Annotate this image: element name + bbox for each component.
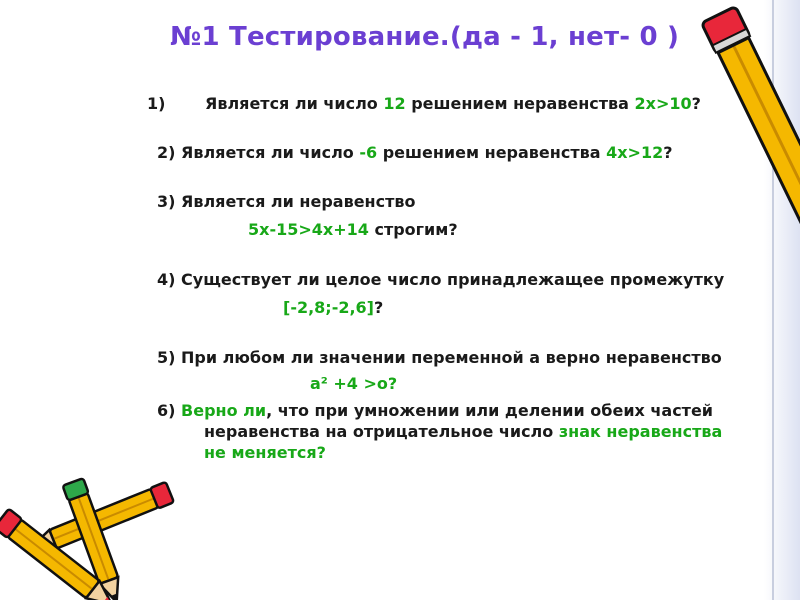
question-6-text-2: неравенства на отрицательное число	[204, 422, 559, 441]
question-1-text: Является ли число	[205, 94, 384, 113]
question-5-line-1: 5) При любом ли значении переменной а верно неравенство	[157, 348, 722, 367]
question-4-interval: [-2,8;-2,6]	[283, 298, 374, 317]
question-4-end: ?	[374, 298, 384, 317]
question-3-inequality: 5x-15>4x+14	[248, 220, 369, 239]
question-6-line-3: не меняется?	[204, 443, 326, 462]
question-6-highlight-2: знак неравенства	[558, 422, 723, 441]
question-6-highlight-1: Верно ли	[181, 401, 267, 420]
question-1-mid: решением неравенства	[405, 94, 635, 113]
question-6-number: 6)	[157, 401, 182, 420]
question-3-line-1: 3) Является ли неравенство	[157, 192, 416, 211]
question-3-end: строгим?	[368, 220, 458, 239]
question-5-inequality: a² +4 >o?	[310, 374, 398, 393]
question-1-inequality: 2x>10	[634, 94, 692, 113]
question-2-text: 2) Является ли число	[157, 143, 360, 162]
question-1-number-value: 12	[383, 94, 406, 113]
question-6-text-1: , что при умножении или делении обеих частей	[266, 401, 714, 420]
question-2-end: ?	[663, 143, 673, 162]
question-2-inequality: 4x>12	[606, 143, 664, 162]
question-1-number: 1)	[147, 94, 166, 113]
question-2-mid: решением неравенства	[377, 143, 607, 162]
question-4-line-1: 4) Существует ли целое число принадлежащее промежутку	[157, 270, 725, 289]
question-2-number-value: -6	[359, 143, 378, 162]
question-1-end: ?	[691, 94, 701, 113]
page-title: №1 Тестирование.(да - 1, нет- 0 )	[170, 22, 680, 52]
